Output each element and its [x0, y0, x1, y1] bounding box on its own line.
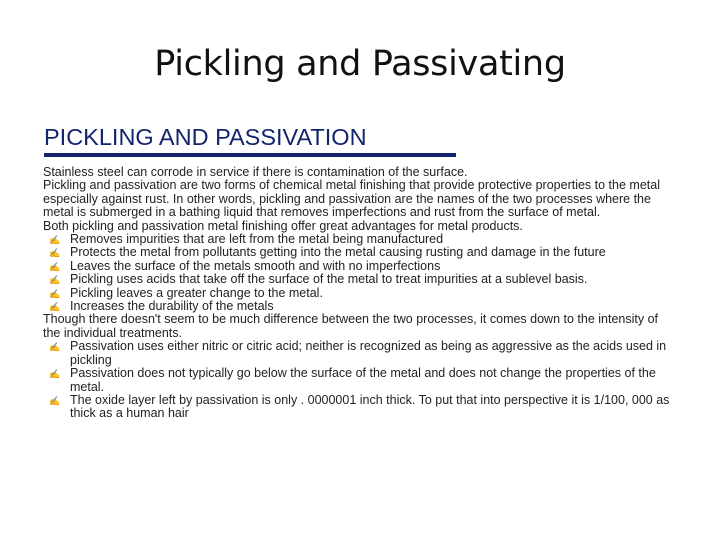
intro-paragraph-1: Stainless steel can corrode in service if there is contamination of the surface. — [43, 165, 468, 179]
checkmark-bullet-icon: ✍ — [49, 235, 61, 246]
list-item: ✍ Pickling uses acids that take off the surface of the metal to treat impurities at a sublevel basis. — [49, 272, 588, 287]
section-heading: PICKLING AND PASSIVATION — [44, 124, 456, 157]
list-item: ✍ Passivation uses either nitric or citric acid; neither is recognized as being as aggressive as the acids used in pickling — [49, 339, 667, 367]
checkmark-bullet-icon: ✍ — [49, 275, 61, 286]
slide-title: Pickling and Passivating — [154, 44, 566, 84]
intro-paragraph-3: Both pickling and passivation metal finishing offer great advantages for metal products. — [43, 218, 523, 233]
list-item: ✍ Pickling leaves a greater change to the metal. — [49, 285, 323, 300]
list-item: ✍ The oxide layer left by passivation is only . 0000001 inch thick. To put that into perspective it is 1/100, 000 as thick as a human hair — [49, 392, 670, 421]
checkmark-bullet-icon: ✍ — [49, 395, 61, 406]
checkmark-bullet-icon: ✍ — [49, 302, 61, 313]
list-item: ✍ Leaves the surface of the metals smooth and with no imperfections — [49, 258, 441, 273]
checkmark-bullet-icon: ✍ — [49, 288, 61, 299]
checkmark-bullet-icon: ✍ — [49, 369, 61, 380]
checkmark-bullet-icon: ✍ — [49, 248, 61, 259]
difference-paragraph: Though there doesn't seem to be much difference between the two processes, it comes down to the intensity of the individual treatments. — [43, 312, 659, 340]
intro-paragraph-2: Pickling and passivation are two forms of chemical metal finishing that provide protective properties to the metal especially against rust. In other words, pickling and passivation are the names of the two processes where the metal is submerged in a bathing liquid that removes imperfections and rust from the surface of metal. — [43, 178, 660, 220]
list-item: ✍ Protects the metal from pollutants getting into the metal causing rusting and damage in the future — [49, 245, 606, 260]
checkmark-bullet-icon: ✍ — [49, 342, 61, 353]
advantages-list — [43, 233, 677, 313]
list-item: ✍ Passivation does not typically go below the surface of the metal and does not change the properties of the metal. — [49, 366, 656, 394]
slide-body — [43, 166, 677, 421]
checkmark-bullet-icon: ✍ — [49, 261, 61, 272]
differences-list — [43, 340, 677, 420]
list-item: ✍ Removes impurities that are left from the metal being manufactured — [49, 232, 444, 247]
list-item: ✍ Increases the durability of the metals — [49, 299, 274, 314]
